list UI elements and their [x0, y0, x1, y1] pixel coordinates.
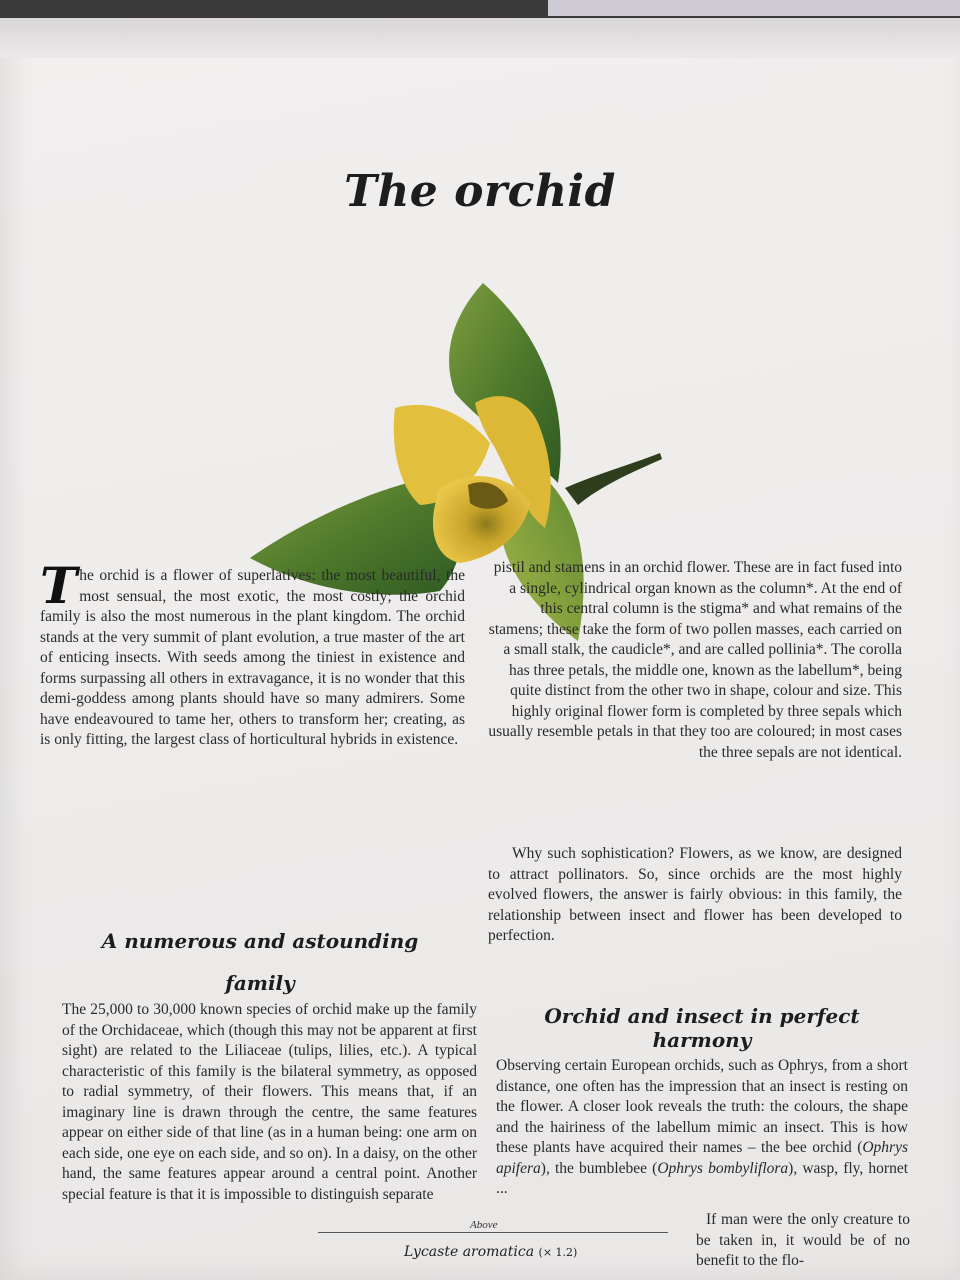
species-name: Ophrys bombyliflora [657, 1159, 789, 1177]
right-para-1: pistil and stamens in an orchid flower. These are in fact fused into a single, cylindrical organ known as the column*. At the end of this central column is the stigma* and what remains of the stamens; these take the form of two pollen masses, each carried on a small stalk, the caudicle*, and are called pollinia*. The corolla has three petals, the middle one, known as the labellum*, being quite distinct from the other two in shape, colour and size. This highly original flower form is completed by three sepals which usually resemble petals in that they too are coloured; in most cases the three sepals are not identical. [488, 559, 902, 761]
section-heading-family: A numerous and astounding family [101, 929, 419, 995]
caption-divider [318, 1232, 668, 1233]
section-heading-harmony: Orchid and insect in perfect harmony [544, 1004, 860, 1052]
intro-paragraph [40, 556, 465, 751]
page-top-edge [0, 18, 960, 58]
section1-text: The 25,000 to 30,000 known species of orchid make up the family of the Orchidaceae, which (though this may not be apparent at first sight) are related to the Liliaceae (tulips, lilies, etc.). A typical characteristic of this family is the bilateral symmetry, as opposed to radial symmetry, of their flowers. This means that, if an imaginary line is drawn through the centre, the same features appear on either side of that line (as in a human being: one arm on each side, one eye on each side, and so on). In a daisy, on the other hand, the same features appear around a central point. Another special feature is that it is impossible to distinguish separate [62, 1001, 477, 1203]
right-column-paragraph-2 [488, 844, 902, 947]
stem [565, 453, 662, 505]
section2-continued: If man were the only creature to be taken in, it would be of no benefit to the flo- [696, 1211, 910, 1269]
intro-text: he orchid is a flower of superlatives: the most beautiful, the most sensual, the most exotic, the most costly; the orchid family is also the most numerous in the plant kingdom. The orchid stands at the very summit of plant evolution, a true master of the art of enticing insects. With seeds among the tiniest in existence and forms surpassing all others in extravagance, it is no wonder that this demi-goddess among plants should have so many admirers. Some have endeavoured to tame her, others to transform her; creating, as is only fitting, the largest class of horticultural hybrids in existence. [40, 567, 465, 748]
species-name: Ophrys apifera [496, 1139, 908, 1177]
caption-species: Lycaste aromatica (× 1.2) [404, 1244, 578, 1260]
right-column-paragraph-1 [488, 558, 902, 763]
right-para-2: Why such sophistication? Flowers, as we know, are designed to attract pollinators. So, since orchids are the most highly evolved flowers, the answer is fairly obvious: in this family, the relationship between insect and flower has been developed to perfection. [488, 845, 902, 944]
drop-cap: T [40, 556, 78, 615]
next-page-edge [548, 0, 960, 16]
section2-text: Observing certain European orchids, such as Ophrys, from a short distance, one often has the impression that an insect is resting on the flower. A closer look reveals the truth: the colours, the shape and the hairiness of the labellum mimic an insect. This is how these plants have acquired their names – the bee orchid (Ophrys apifera), the bumblebee (Ophrys bombyliflora), wasp, fly, hornet ... [496, 1057, 909, 1197]
page-title: The orchid [344, 166, 616, 217]
caption-scale: (× 1.2) [538, 1246, 578, 1259]
book-page [0, 18, 960, 1280]
caption-above: Above [470, 1219, 498, 1231]
